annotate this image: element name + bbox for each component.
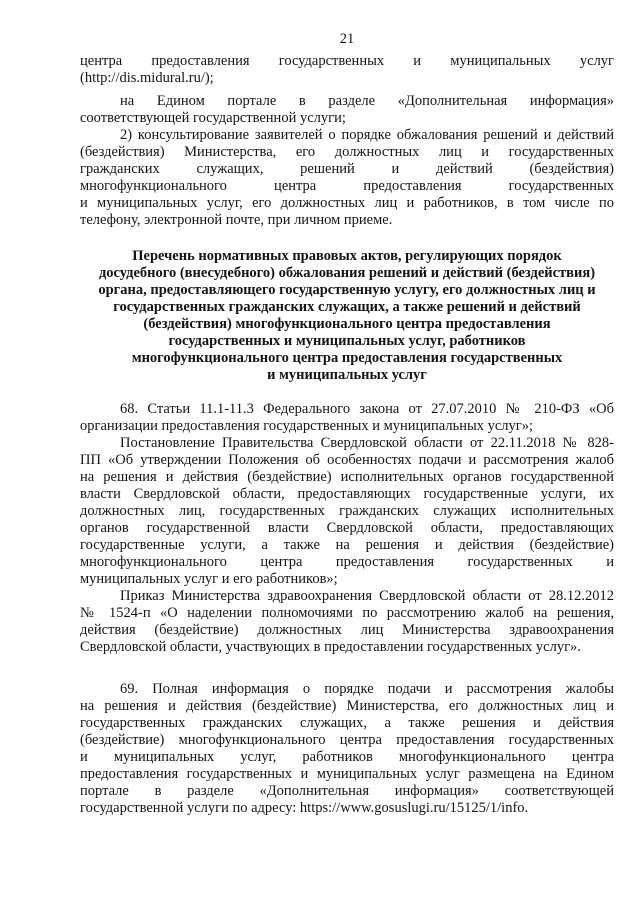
text-line: предоставления государственных и муниципальных услуг размещена на Едином [80,766,614,782]
text-line: и муниципальных услуг, его должностных лиц и работников, в том числе по [80,195,614,211]
text-line: государственных гражданских служащих, а также решения и действия [80,715,614,731]
page-number: 21 [339,31,355,47]
heading-line: государственных и муниципальных услуг, работников [168,333,526,349]
paragraph-consultation [80,127,614,229]
heading-line: Перечень нормативных правовых актов, регулирующих порядок [132,248,562,264]
text-line: (http://dis.midural.ru/); [80,70,214,86]
text-line: многофункционального центра предоставления государственных [80,178,614,194]
text-line: 69. Полная информация о порядке подачи и рассмотрения жалобы [120,681,614,697]
text-line: 2) консультирование заявителей о порядке обжалования решений и действий [120,127,614,143]
text-line: действия (бездействие) должностных лиц Министерства здравоохранения [80,622,614,638]
text-line: телефону, электронной почте, при личном приеме. [80,212,393,228]
text-line: № 1524-п «О наделении полномочиями по рассмотрению жалоб на решения, [80,605,614,621]
text-line: на решения и действия (бездействие) Министерства, его должностных лиц и [80,698,614,714]
heading-line: органа, предоставляющего государственную услугу, его должностных лиц и [98,282,596,298]
paragraph-unified-portal [80,93,614,127]
text-line: соответствующей государственной услуги; [80,110,346,126]
paragraph-item-68-federal-law [80,401,614,435]
text-line: Свердловской области, участвующих в предоставлении государственных услуг». [80,639,581,655]
text-line: центра предоставления государственных и муниципальных услуг [80,53,614,69]
text-line: портале в разделе «Дополнительная информация» соответствующей [80,783,614,799]
text-line: (бездействия) Министерства, его должностных лиц и государственных [80,144,614,160]
text-line: муниципальных услуг и его работников»; [80,571,338,587]
text-line: должностных лиц, государственных гражданских служащих исполнительных [80,503,614,519]
text-line: (бездействие) многофункционального центра предоставления государственных [80,732,614,748]
text-line: и муниципальных услуг, работников многофункционального центра [80,749,614,765]
text-line: организации предоставления государственных и муниципальных услуг»; [80,418,533,434]
text-line: Приказ Министерства здравоохранения Свердловской области от 28.12.2012 [120,588,614,604]
text-line: Постановление Правительства Свердловской области от 22.11.2018 № 828- [120,435,614,451]
text-line: гражданских служащих, решений и действий (бездействия) [80,161,614,177]
text-line: органов государственной власти Свердловской области, предоставляющих [80,520,614,536]
heading-line: досудебного (внесудебного) обжалования решений и действий (бездействия) [98,265,596,281]
text-line: многофункционального центра предоставления государственных и [80,554,614,570]
text-line: 68. Статьи 11.1-11.3 Федерального закона от 27.07.2010 № 210-ФЗ «Об [120,401,614,417]
paragraph-ministry-order [80,588,614,656]
heading-line: и муниципальных услуг [267,367,427,383]
text-line: государственной услуги по адресу: https://www.gosuslugi.ru/15125/1/info. [80,800,529,816]
heading-line: государственных гражданских служащих, а также решений и действий [113,299,581,315]
text-line: государственные услуги, а также на решения и действия (бездействие) [80,537,614,553]
heading-line: многофункционального центра предоставления государственных [131,350,563,366]
section-heading [80,248,614,384]
heading-line: (бездействия) многофункционального центра предоставления [143,316,551,332]
paragraph-item-69 [80,681,614,817]
paragraph-mfc-website [80,53,614,87]
text-line: власти Свердловской области, предоставляющих государственные услуги, их [80,486,614,502]
text-line: на Едином портале в разделе «Дополнительная информация» [120,93,614,109]
paragraph-government-resolution [80,435,614,588]
text-line: ПП «Об утверждении Положения об особенностях подачи и рассмотрения жалоб [80,452,614,468]
text-line: на решения и действия (бездействие) исполнительных органов государственной [80,469,614,485]
